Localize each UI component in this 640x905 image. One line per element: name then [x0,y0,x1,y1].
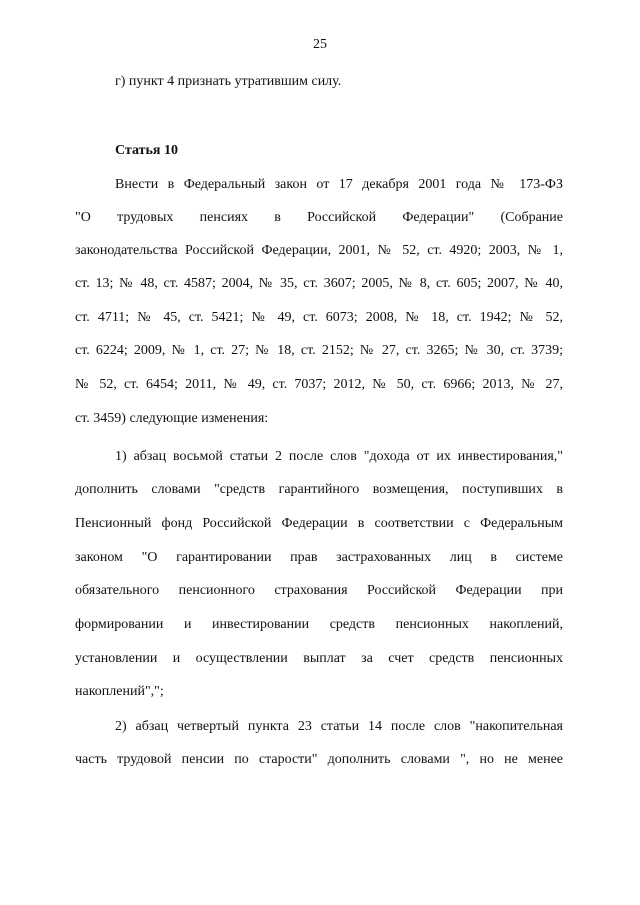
item-g-line: г) пункт 4 признать утратившим силу. [115,74,342,89]
para1-line: ст. 13; № 48, ст. 4587; 2004, № 35, ст. 3607; 2005, № 8, ст. 605; 2007, № 40, [75,276,563,291]
para1-line: "О трудовых пенсиях в Российской Федерации" (Собрание [75,210,563,225]
para1-line: ст. 6224; 2009, № 1, ст. 27; № 18, ст. 2152; № 27, ст. 3265; № 30, ст. 3739; [75,343,563,358]
para2-line: Пенсионный фонд Российской Федерации в соответствии с Федеральным [75,516,563,531]
page-number: 25 [313,37,327,52]
para3-line: часть трудовой пенсии по старости" дополнить словами ", но не менее [75,752,563,767]
para2-line: дополнить словами "средств гарантийного возмещения, поступивших в [75,482,563,497]
para1-line: Внести в Федеральный закон от 17 декабря 2001 года № 173-ФЗ [115,177,563,192]
para2-line: обязательного пенсионного страхования Российской Федерации при [75,583,563,598]
para2-line: формировании и инвестировании средств пенсионных накоплений, [75,617,563,632]
para2-line: установлении и осуществлении выплат за счет средств пенсионных [75,651,563,666]
para2-line: накоплений","; [75,684,164,699]
para1-line: законодательства Российской Федерации, 2001, № 52, ст. 4920; 2003, № 1, [75,243,563,258]
para3-line: 2) абзац четвертый пункта 23 статьи 14 после слов "накопительная [115,719,563,734]
para2-line: 1) абзац восьмой статьи 2 после слов "дохода от их инвестирования," [115,449,563,464]
para1-line: № 52, ст. 6454; 2011, № 49, ст. 7037; 2012, № 50, ст. 6966; 2013, № 27, [75,377,563,392]
para1-line: ст. 4711; № 45, ст. 5421; № 49, ст. 6073; 2008, № 18, ст. 1942; № 52, [75,310,563,325]
para1-line: ст. 3459) следующие изменения: [75,411,269,426]
article-heading: Статья 10 [115,143,178,158]
para2-line: законом "О гарантировании прав застрахованных лиц в системе [75,550,563,565]
